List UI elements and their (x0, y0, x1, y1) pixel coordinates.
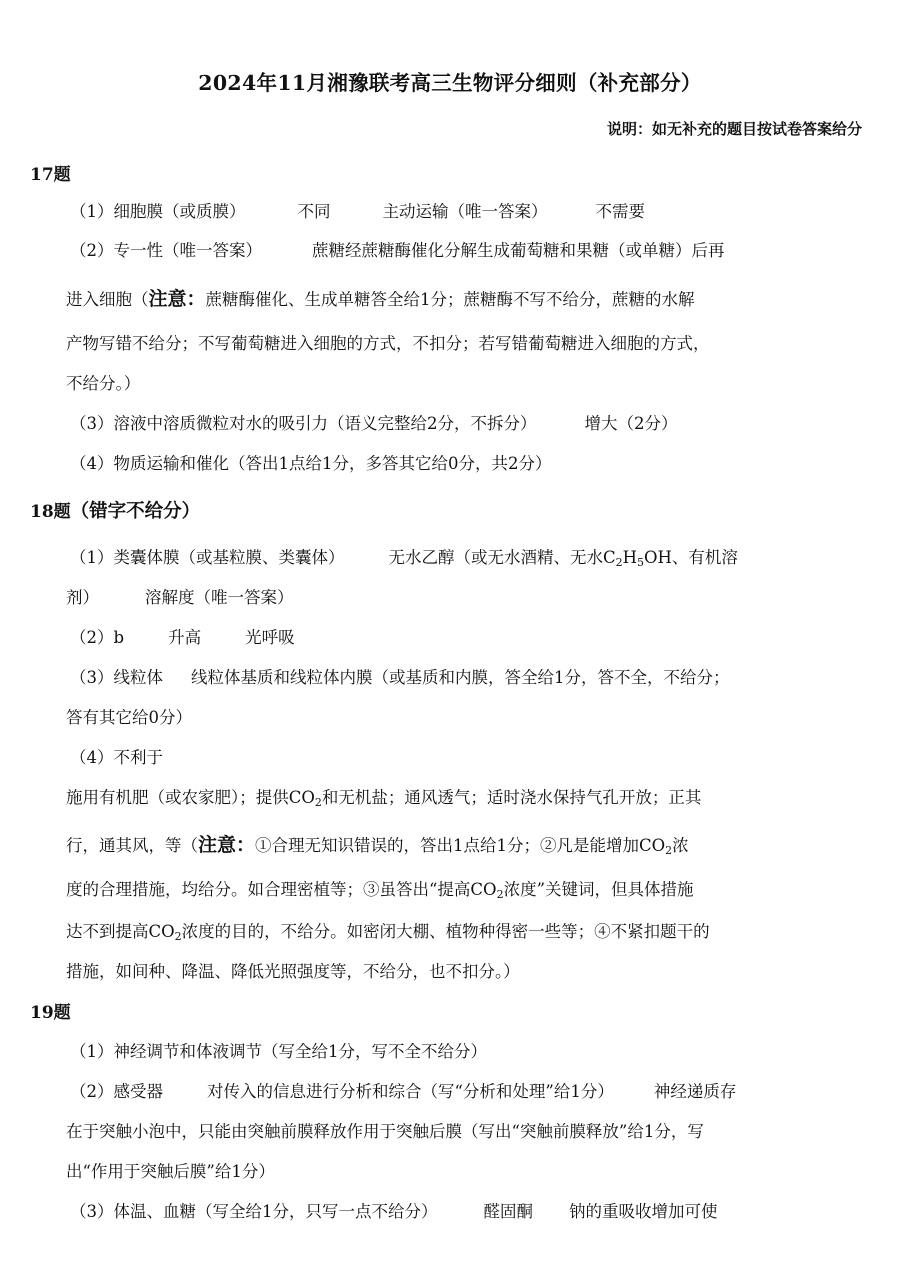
q18-line-5: 答有其它给0分） (66, 708, 192, 727)
q18-line-10: 达不到提高$CO_2$浓度的目的，不给分。如密闭大棚、植物种得密一些等；④不紧扣题干的 (66, 922, 710, 943)
q19-line-5: （3）体温、血糖（写全给1分，只写一点不给分） 醛固酮 钠的重吸收增加可使 (70, 1202, 718, 1221)
q18-heading: 18题（错字不给分） (30, 501, 201, 522)
q18-line-1: （1）类囊体膜（或基粒膜、类囊体） 无水乙醇（或无水酒精、无水$C_2H_5OH$、有机溶 (70, 548, 738, 569)
q17-line-1: （1）细胞膜（或质膜） 不同 主动运输（唯一答案） 不需要 (70, 202, 645, 221)
q19-heading: 19题 (30, 1003, 71, 1023)
q18-line-11: 措施，如间种、降温、降低光照强度等，不给分，也不扣分。） (66, 962, 520, 981)
q18-line-9: 度的合理措施，均给分。如合理密植等；③虽答出“提高$CO_2$浓度”关键词，但具体措施 (66, 880, 694, 901)
q18-line-7: 施用有机肥（或农家肥）；提供$CO_2$和无机盐；通风透气；适时浇水保持气孔开放；正其 (66, 788, 702, 809)
q18-line-3: （2）b 升高 光呼吸 (70, 628, 295, 647)
q19-line-3: 在于突触小泡中，只能由突触前膜释放作用于突触后膜（写出“突触前膜释放”给1分，写 (66, 1122, 704, 1141)
q17-line-2: （2）专一性（唯一答案） 蔗糖经蔗糖酶催化分解生成葡萄糖和果糖（或单糖）后再 (70, 241, 725, 260)
q19-line-2: （2）感受器 对传入的信息进行分析和综合（写“分析和处理”给1分） 神经递质存 (70, 1082, 737, 1101)
page-title: 2024年11月湘豫联考高三生物评分细则（补充部分） (198, 71, 702, 95)
q18-line-6: （4）不利于 (70, 748, 163, 767)
q18-line-2: 剂） 溶解度（唯一答案） (66, 588, 294, 607)
q18-line-8: 行，通其风，等（注意：①合理无知识错误的，答出1点给1分；②凡是能增加$CO_2$浓 (66, 834, 689, 857)
q17-line-4: 产物写错不给分；不写葡萄糖进入细胞的方式，不扣分；若写错葡萄糖进入细胞的方式， (66, 334, 710, 353)
q17-line-6: （3）溶液中溶质微粒对水的吸引力（语义完整给2分，不拆分） 增大（2分） (70, 414, 678, 433)
q17-heading: 17题 (30, 165, 71, 185)
attention-label: 注意： (198, 834, 256, 856)
q19-line-1: （1）神经调节和体液调节（写全给1分，写不全不给分） (70, 1042, 487, 1061)
q17-line-3: 进入细胞（注意：蔗糖酶催化、生成单糖答全给1分；蔗糖酶不写不给分，蔗糖的水解 (66, 288, 695, 310)
attention-label: 注意： (148, 288, 206, 310)
q17-line-7: （4）物质运输和催化（答出1点给1分，多答其它给0分，共2分） (70, 454, 552, 473)
q19-line-4: 出“作用于突触后膜”给1分） (66, 1162, 275, 1181)
grading-note: 说明：如无补充的题目按试卷答案给分 (606, 120, 862, 138)
q17-line-5: 不给分。） (66, 374, 141, 393)
q18-line-4: （3）线粒体 线粒体基质和线粒体内膜（或基质和内膜，答全给1分，答不全，不给分； (70, 668, 730, 687)
